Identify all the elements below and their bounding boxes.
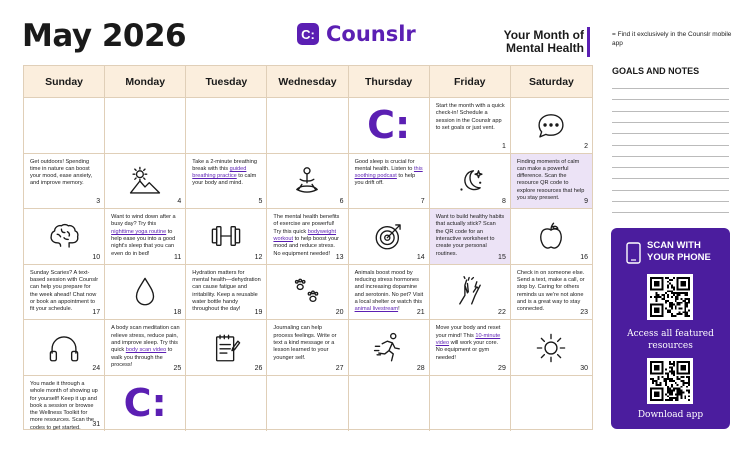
day-tip-text bbox=[192, 159, 261, 188]
day-cell-31 bbox=[24, 375, 105, 431]
day-cell-27 bbox=[267, 319, 348, 375]
goal-line bbox=[612, 133, 729, 134]
logo-text: Counslr bbox=[326, 22, 416, 46]
day-tip-text: Journaling can help process feelings. Write or text a kind message or a lesson learned to your younger self. bbox=[273, 325, 337, 361]
empty-cell bbox=[267, 375, 348, 431]
month-calendar bbox=[23, 65, 593, 430]
brain-icon bbox=[47, 219, 81, 253]
tip-text-before: Want to wind down after a busy day? Try this bbox=[111, 214, 176, 228]
weekday-thursday: Thursday bbox=[349, 66, 430, 97]
day-cell-28 bbox=[349, 319, 430, 375]
day-cell-11 bbox=[105, 208, 186, 264]
day-tip-text: Sunday Scaries? A text-based session with Counslr can help you prepare for the week ahead! Chat now or book an appointment to fit your schedule. bbox=[30, 269, 99, 313]
sun-icon bbox=[534, 331, 568, 365]
apple-icon bbox=[534, 219, 568, 253]
tip-text-after: to walk you through the process! bbox=[111, 347, 173, 368]
day-number: 14 bbox=[416, 253, 425, 261]
scan-card bbox=[611, 228, 730, 429]
goal-line bbox=[612, 156, 729, 157]
day-tip-text: Start the month with a quick check-in! Schedule a session in the Counslr app to set goals or just vent. bbox=[435, 103, 505, 131]
counslr-logo-icon: C: bbox=[297, 23, 319, 45]
tip-text-after: to help boost your mood and reduce stress. No equipment needed! bbox=[273, 236, 340, 257]
day-number: 19 bbox=[254, 309, 263, 317]
day-cell-3 bbox=[24, 153, 105, 209]
tip-text-after: to help ease you into a good night's sleep that you can even do in bed! bbox=[111, 228, 176, 257]
day-tip-text: Want to build healthy habits that actually stick? Scan the QR code for an interactive worksheet to create your personal routines. bbox=[435, 214, 505, 257]
day-number: 27 bbox=[335, 364, 344, 372]
tip-link[interactable]: bodyweight workout bbox=[273, 228, 337, 243]
tip-link[interactable]: body scan video bbox=[125, 347, 167, 354]
day-number: 9 bbox=[584, 198, 588, 206]
day-cell-25 bbox=[105, 319, 186, 375]
tip-text-before: Good sleep is crucial for mental health. Listen to bbox=[354, 158, 415, 172]
weekday-wednesday: Wednesday bbox=[267, 66, 348, 97]
subtitle-accent-bar bbox=[587, 27, 590, 57]
tip-link[interactable]: 10-minute video bbox=[435, 332, 501, 346]
day-cell-21 bbox=[349, 264, 430, 320]
high-five-icon bbox=[453, 275, 487, 309]
day-number: 23 bbox=[580, 309, 588, 317]
goal-line bbox=[612, 111, 729, 112]
subtitle-line-1: Your Month of bbox=[503, 28, 584, 42]
empty-cell bbox=[105, 97, 186, 153]
empty-cell bbox=[105, 375, 186, 431]
day-number: 10 bbox=[92, 253, 101, 261]
target-icon bbox=[372, 219, 406, 253]
day-number: 31 bbox=[92, 420, 101, 428]
goal-line bbox=[612, 201, 729, 202]
counslr-logo-icon: C: bbox=[123, 381, 167, 426]
day-cell-29 bbox=[430, 319, 511, 375]
goals-title: GOALS AND NOTES bbox=[612, 66, 700, 76]
scan-title-line-1: SCAN WITH bbox=[647, 240, 701, 251]
tip-text-before: Animals boost mood by reducing stress hormones and increasing dopamine and serotonin. No pet? Visit a local shelter or watch this bbox=[354, 269, 424, 305]
tip-link[interactable]: animal livestream bbox=[354, 306, 399, 313]
resources-caption bbox=[611, 328, 730, 352]
goal-line bbox=[612, 190, 729, 191]
day-number: 1 bbox=[501, 142, 506, 150]
day-number: 29 bbox=[498, 364, 506, 372]
tip-text-before: The mental health benefits of exercise are powerful! Try this quick bbox=[273, 214, 340, 235]
weekday-sunday: Sunday bbox=[24, 66, 105, 97]
goal-line bbox=[612, 167, 729, 168]
tip-text-before: A body scan meditation can relieve stress, reduce pain, and improve sleep. Try this quick bbox=[111, 325, 180, 354]
day-cell-20 bbox=[267, 264, 348, 320]
day-cell-17 bbox=[24, 264, 105, 320]
day-tip-text bbox=[354, 269, 425, 317]
day-cell-26 bbox=[186, 319, 267, 375]
day-cell-24 bbox=[24, 319, 105, 375]
day-cell-14 bbox=[349, 208, 430, 264]
day-cell-6 bbox=[267, 153, 348, 209]
day-number: 24 bbox=[92, 364, 101, 372]
tip-text-before: Take a 2-minute breathing break with this bbox=[192, 158, 257, 172]
day-cell-12 bbox=[186, 208, 267, 264]
day-cell-15 bbox=[430, 208, 511, 264]
day-tip-text: Hydration matters for mental health—dehydration can cause fatigue and irritability. Keep a reusable water bottle handy throughout the day! bbox=[192, 269, 261, 313]
empty-cell bbox=[186, 97, 267, 153]
day-tip-text: You made it through a whole month of showing up for yourself! Keep it up and book a session or browse the Wellness Toolkit for more resources. Scan the codes to get started. bbox=[30, 380, 98, 431]
empty-cell bbox=[24, 97, 105, 153]
day-tip-text: Get outdoors! Spending time in nature can boost your mood, ease anxiety, and improve memory. bbox=[30, 158, 93, 187]
day-number: 16 bbox=[580, 253, 588, 261]
weekday-tuesday: Tuesday bbox=[186, 66, 267, 97]
day-cell-30 bbox=[511, 319, 592, 375]
day-cell-7 bbox=[349, 153, 430, 209]
empty-cell bbox=[186, 375, 267, 431]
scan-title bbox=[647, 240, 711, 264]
day-tip-text bbox=[436, 325, 505, 361]
exclusive-note: = Find it exclusively in the Counslr mobile app bbox=[612, 31, 732, 47]
goal-line bbox=[612, 88, 729, 89]
empty-cell bbox=[349, 375, 430, 431]
subtitle-line-2: Mental Health bbox=[505, 41, 584, 55]
water-drop-icon bbox=[128, 275, 162, 309]
day-number: 4 bbox=[177, 198, 182, 206]
tip-text-after: to calm your body and mind. bbox=[192, 173, 257, 187]
day-number: 22 bbox=[498, 309, 506, 317]
goal-line bbox=[612, 99, 729, 100]
day-number: 8 bbox=[501, 198, 506, 206]
goal-line bbox=[612, 145, 729, 146]
counslr-logo bbox=[297, 22, 416, 46]
day-cell-16 bbox=[511, 208, 592, 264]
day-number: 2 bbox=[584, 142, 588, 150]
day-number: 28 bbox=[416, 364, 425, 372]
mountain-sun-icon bbox=[128, 164, 162, 198]
calendar-grid bbox=[24, 97, 592, 431]
day-cell-18 bbox=[105, 264, 186, 320]
goal-line bbox=[612, 178, 729, 179]
goal-line bbox=[612, 122, 729, 123]
tip-link[interactable]: guided breathing practice bbox=[192, 165, 247, 180]
download-qr-code[interactable] bbox=[647, 358, 693, 404]
day-cell-19 bbox=[186, 264, 267, 320]
day-cell-23 bbox=[511, 264, 592, 320]
resources-caption-line-2: resources bbox=[648, 341, 693, 351]
day-tip-text bbox=[355, 159, 424, 188]
weekday-header bbox=[24, 66, 592, 97]
day-cell-22 bbox=[430, 264, 511, 320]
month-title: May 2026 bbox=[22, 18, 187, 54]
day-tip-text bbox=[111, 325, 180, 369]
day-number: 20 bbox=[335, 309, 344, 317]
chat-bubble-icon bbox=[534, 108, 568, 142]
day-number: 6 bbox=[339, 198, 344, 206]
runner-icon bbox=[372, 331, 406, 365]
day-number: 26 bbox=[254, 364, 263, 372]
moon-stars-icon bbox=[453, 164, 487, 198]
day-cell-13 bbox=[267, 208, 348, 264]
empty-cell bbox=[430, 375, 511, 431]
day-tip-text: Finding moments of calm can make a powerful difference. Scan the resource QR code to explore resources that help you stay present. bbox=[516, 158, 585, 202]
day-number: 18 bbox=[173, 309, 182, 317]
tip-link[interactable]: nighttime yoga routine bbox=[111, 228, 167, 235]
day-number: 21 bbox=[416, 309, 425, 317]
day-cell-9 bbox=[511, 153, 592, 209]
goal-line bbox=[612, 212, 729, 213]
weekday-saturday: Saturday bbox=[528, 75, 574, 88]
day-number: 15 bbox=[498, 253, 506, 261]
phone-icon bbox=[626, 242, 641, 264]
day-cell-8 bbox=[430, 153, 511, 209]
day-number: 30 bbox=[580, 364, 588, 372]
day-number: 5 bbox=[258, 198, 263, 206]
day-tip-text bbox=[111, 214, 180, 258]
empty-cell bbox=[511, 375, 592, 431]
empty-cell bbox=[349, 97, 430, 153]
resources-qr-code[interactable] bbox=[647, 274, 693, 320]
scan-title-line-2: YOUR PHONE bbox=[647, 252, 711, 263]
counslr-logo-icon: C: bbox=[367, 103, 411, 148]
day-number: 3 bbox=[96, 198, 101, 206]
tip-text-after: to help you drift off. bbox=[354, 173, 416, 187]
day-cell-2 bbox=[511, 97, 592, 153]
weekday-friday: Friday bbox=[430, 66, 511, 97]
day-tip-text bbox=[273, 214, 342, 258]
paw-prints-icon bbox=[290, 275, 324, 309]
day-cell-10 bbox=[24, 208, 105, 264]
download-caption: Download app bbox=[637, 410, 704, 420]
day-number: 25 bbox=[173, 364, 182, 372]
day-cell-4 bbox=[105, 153, 186, 209]
day-cell-5 bbox=[186, 153, 267, 209]
dumbbell-icon bbox=[209, 219, 243, 253]
meditation-icon bbox=[290, 164, 324, 198]
day-cell-1 bbox=[430, 97, 511, 153]
day-number: 13 bbox=[335, 253, 344, 261]
page-subtitle bbox=[504, 29, 584, 55]
resources-caption-line-1: Access all featured bbox=[627, 329, 714, 339]
tip-text-after: will work your core. No equipment or gym needed! bbox=[435, 339, 499, 361]
day-number: 7 bbox=[420, 198, 425, 206]
day-number: 11 bbox=[174, 253, 182, 261]
day-number: 17 bbox=[92, 309, 101, 317]
weekday-monday: Monday bbox=[105, 66, 186, 97]
tip-text-after: ! bbox=[398, 306, 400, 313]
empty-cell bbox=[267, 97, 348, 153]
headphones-icon bbox=[47, 331, 81, 365]
day-tip-text: Check in on someone else. Send a text, make a call, or stop by. Caring for others reminds us we're not alone and is a great way to stay connected. bbox=[516, 269, 585, 313]
day-number: 12 bbox=[254, 253, 263, 261]
tip-text-before: Move your body and reset your mind! This bbox=[435, 325, 501, 339]
tip-link[interactable]: this soothing podcast bbox=[354, 165, 423, 180]
notepad-icon bbox=[209, 331, 243, 365]
